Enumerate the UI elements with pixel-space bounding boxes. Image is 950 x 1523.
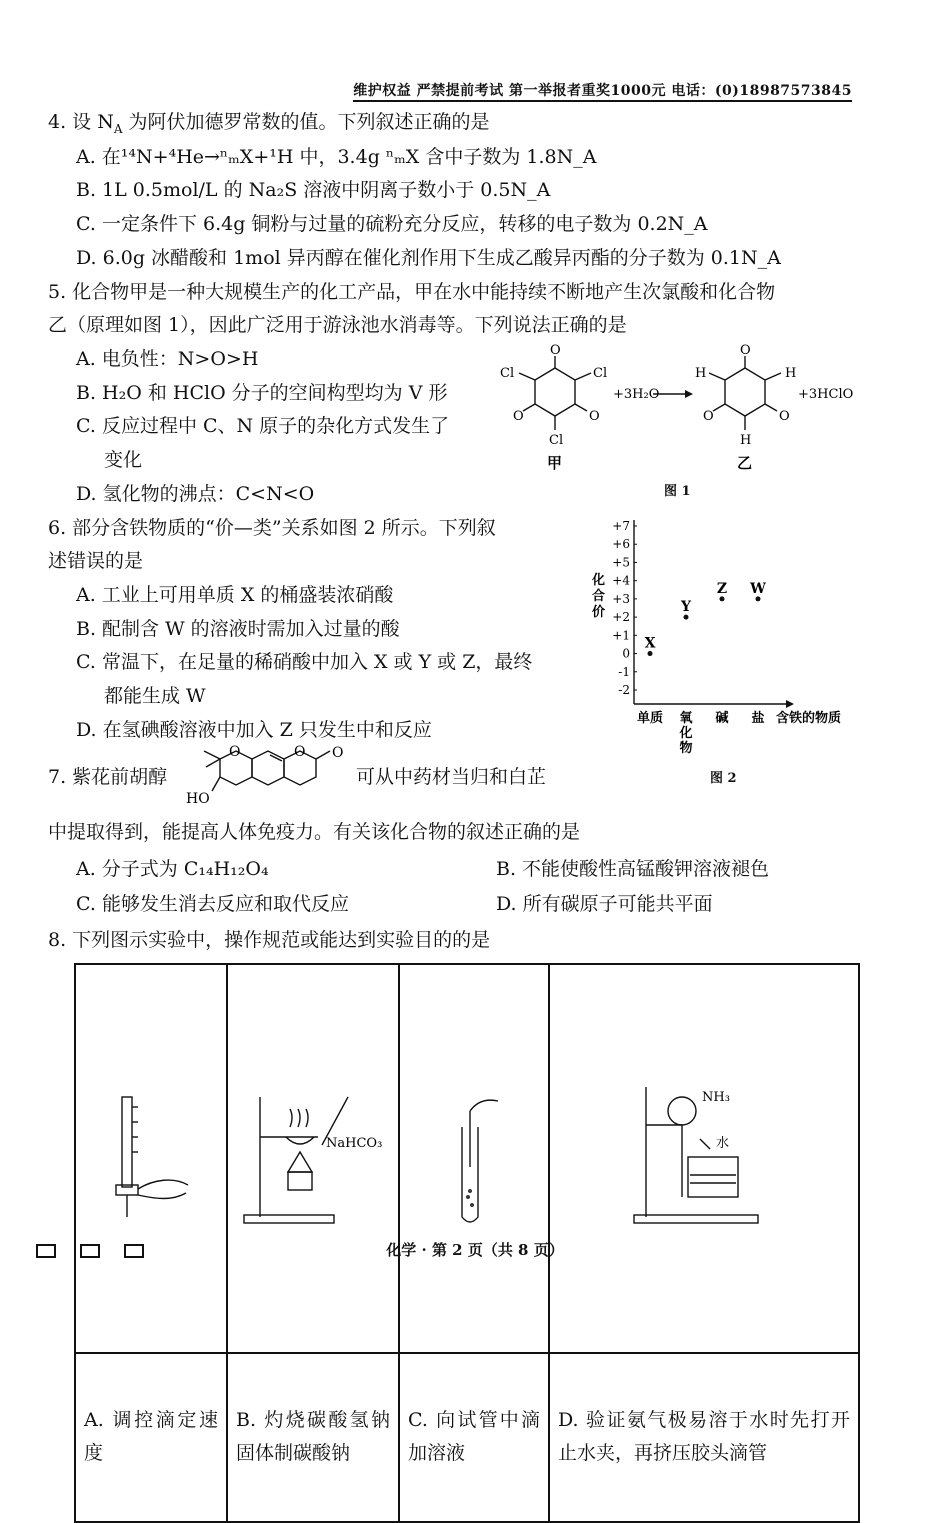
q7-o-lactone: O <box>294 745 306 760</box>
q7-stem-a: 7. 紫花前胡醇 <box>48 766 168 788</box>
x-category-label: 物 <box>679 741 693 756</box>
chart-ylabel-2: 合 <box>592 589 606 604</box>
q4-option-c: C. 一定条件下 6.4g 铜粉与过量的硫粉充分反应，转移的电子数为 0.2N_A <box>76 213 708 235</box>
q6-option-c: C. 常温下，在足量的稀硝酸中加入 X 或 Y 或 Z，最终 <box>76 651 533 673</box>
exp-a-image <box>75 964 227 1353</box>
fig1-h-bottom: H <box>740 433 752 448</box>
y-tick-label: +7 <box>612 519 630 533</box>
anti-leak-notice: 维护权益 严禁提前考试 第一举报者重奖1000元 电话：(0)18987573845 <box>353 80 852 102</box>
q4-option-b: B. 1L 0.5mol/L 的 Na₂S 溶液中阴离子数小于 0.5N_A <box>76 179 551 201</box>
q7-option-d: D. 所有碳原子可能共平面 <box>496 893 713 915</box>
x-category-label: 盐 <box>751 711 765 726</box>
x-category-label: 单质 <box>636 711 664 726</box>
point-W <box>756 596 761 601</box>
exp-d-caption: D. 验证氨气极易溶于水时先打开止水夹，再挤压胶头滴管 <box>549 1353 859 1522</box>
fig1-label-yi: 乙 <box>737 454 753 472</box>
fig1-o-left: O <box>513 409 524 424</box>
exp-d-image <box>549 964 859 1353</box>
q7-option-b: B. 不能使酸性高锰酸钾溶液褪色 <box>496 858 770 880</box>
q8-stem: 8. 下列图示实验中，操作规范或能达到实验目的的是 <box>48 929 491 951</box>
point-Y <box>684 615 689 620</box>
q7-o-carbonyl: O <box>332 745 344 761</box>
x-category-label: 碱 <box>715 711 729 726</box>
fig1-cl-right: Cl <box>593 366 608 381</box>
exp-b-caption: B. 灼烧碳酸氢钠固体制碳酸钠 <box>227 1353 399 1522</box>
point-label-X: X <box>644 635 656 652</box>
fig1-reagent: +3H₂O <box>613 387 660 402</box>
y-tick-label: +4 <box>612 573 630 588</box>
q7-structure <box>182 745 357 807</box>
point-Z <box>720 596 725 601</box>
water-label: 水 <box>716 1136 730 1152</box>
y-tick-label: 0 <box>622 646 630 661</box>
x-category-label: 化 <box>679 726 693 741</box>
q5-option-c-cont: 变化 <box>104 449 143 471</box>
figure-2-chart <box>590 512 860 762</box>
chart-ylabel-3: 价 <box>592 605 606 620</box>
y-tick-label: +5 <box>612 555 630 570</box>
chart-ylabel-1: 化 <box>592 573 606 588</box>
point-X <box>648 651 653 656</box>
q7-option-a: A. 分子式为 C₁₄H₁₂O₄ <box>76 858 269 880</box>
q6-stem-line2: 述错误的是 <box>48 550 144 572</box>
y-tick-label: -1 <box>618 664 630 679</box>
y-tick-label: +1 <box>612 628 630 643</box>
fig1-cl-bottom: Cl <box>549 433 564 448</box>
figure-2-caption: 图 2 <box>710 771 737 786</box>
q5-stem-line1: 5. 化合物甲是一种大规模生产的化工产品，甲在水中能持续不断地产生次氯酸和化合物 <box>48 281 776 303</box>
nh3-label: NH₃ <box>702 1090 730 1106</box>
q7-stem-line2: 中提取得到，能提高人体免疫力。有关该化合物的叙述正确的是 <box>48 821 581 843</box>
q5-stem-line2: 乙（原理如图 1），因此广泛用于游泳池水消毒等。下列说法正确的是 <box>48 314 627 336</box>
fig1-o-right: O <box>589 409 600 424</box>
fig1-cl-left: Cl <box>500 366 515 381</box>
chart-xlabel: 含铁的物质 <box>776 711 842 726</box>
q6-option-c-cont: 都能生成 W <box>104 685 206 707</box>
q4-option-a: A. 在¹⁴N+⁴He→ⁿₘX+¹H 中，3.4g ⁿₘX 含中子数为 1.8N_A <box>76 146 597 168</box>
nahco3-label: NaHCO₃ <box>326 1136 383 1152</box>
fig1-o-top: O <box>550 343 561 358</box>
y-tick-label: +6 <box>612 537 630 552</box>
fig1-h-left: H <box>695 366 707 381</box>
q5-option-b: B. H₂O 和 HClO 分子的空间构型均为 V 形 <box>76 382 448 404</box>
fig1-product: +3HClO <box>798 387 854 402</box>
fig1-o-right-2: O <box>779 409 790 424</box>
exp-a-caption: A. 调控滴定速度 <box>75 1353 227 1522</box>
q5-option-c: C. 反应过程中 C、N 原子的杂化方式发生了 <box>76 415 450 437</box>
q5-option-a: A. 电负性：N>O>H <box>76 348 259 370</box>
page-number: 化学 · 第 2 页（共 8 页） <box>386 1241 564 1259</box>
x-category-label: 氧 <box>679 711 693 726</box>
q7-ho: HO <box>186 791 210 807</box>
fig1-h-right: H <box>785 366 797 381</box>
exp-c-caption: C. 向试管中滴加溶液 <box>399 1353 549 1522</box>
q7-o-ring: O <box>229 745 241 760</box>
point-label-Y: Y <box>681 599 691 616</box>
q5-option-d: D. 氢化物的沸点：C<N<O <box>76 483 315 505</box>
y-tick-label: -2 <box>618 683 630 697</box>
exp-c-image <box>399 964 549 1353</box>
y-tick-label: +2 <box>612 610 630 625</box>
point-label-Z: Z <box>716 580 728 597</box>
exp-b-image <box>227 964 399 1353</box>
q6-option-d: D. 在氢碘酸溶液中加入 Z 只发生中和反应 <box>76 719 432 741</box>
q6-stem-line1: 6. 部分含铁物质的“价—类”关系如图 2 所示。下列叙 <box>48 517 496 539</box>
q6-option-b: B. 配制含 W 的溶液时需加入过量的酸 <box>76 618 400 640</box>
y-tick-label: +3 <box>612 591 630 606</box>
q7-stem-b: 可从中药材当归和白芷 <box>356 766 547 788</box>
figure-1-caption: 图 1 <box>664 484 691 499</box>
burette-illustration <box>76 1067 226 1245</box>
fig1-o-top-2: O <box>740 343 751 358</box>
q7-option-c: C. 能够发生消去反应和取代反应 <box>76 893 349 915</box>
q6-option-a: A. 工业上可用单质 X 的桶盛装浓硝酸 <box>76 584 394 606</box>
q4-stem: 4. 设 $N_A$ 为阿伏加德罗常数的值。下列叙述正确的是 <box>48 111 490 136</box>
figure-1-reaction <box>495 340 865 500</box>
point-label-W: W <box>750 580 766 597</box>
q4-option-d: D. 6.0g 冰醋酸和 1mol 异丙醇在催化剂作用下生成乙酸异丙酯的分子数为 0.1N_A <box>76 247 781 269</box>
fig1-label-jia: 甲 <box>547 454 563 472</box>
fig1-o-left-2: O <box>703 409 714 424</box>
